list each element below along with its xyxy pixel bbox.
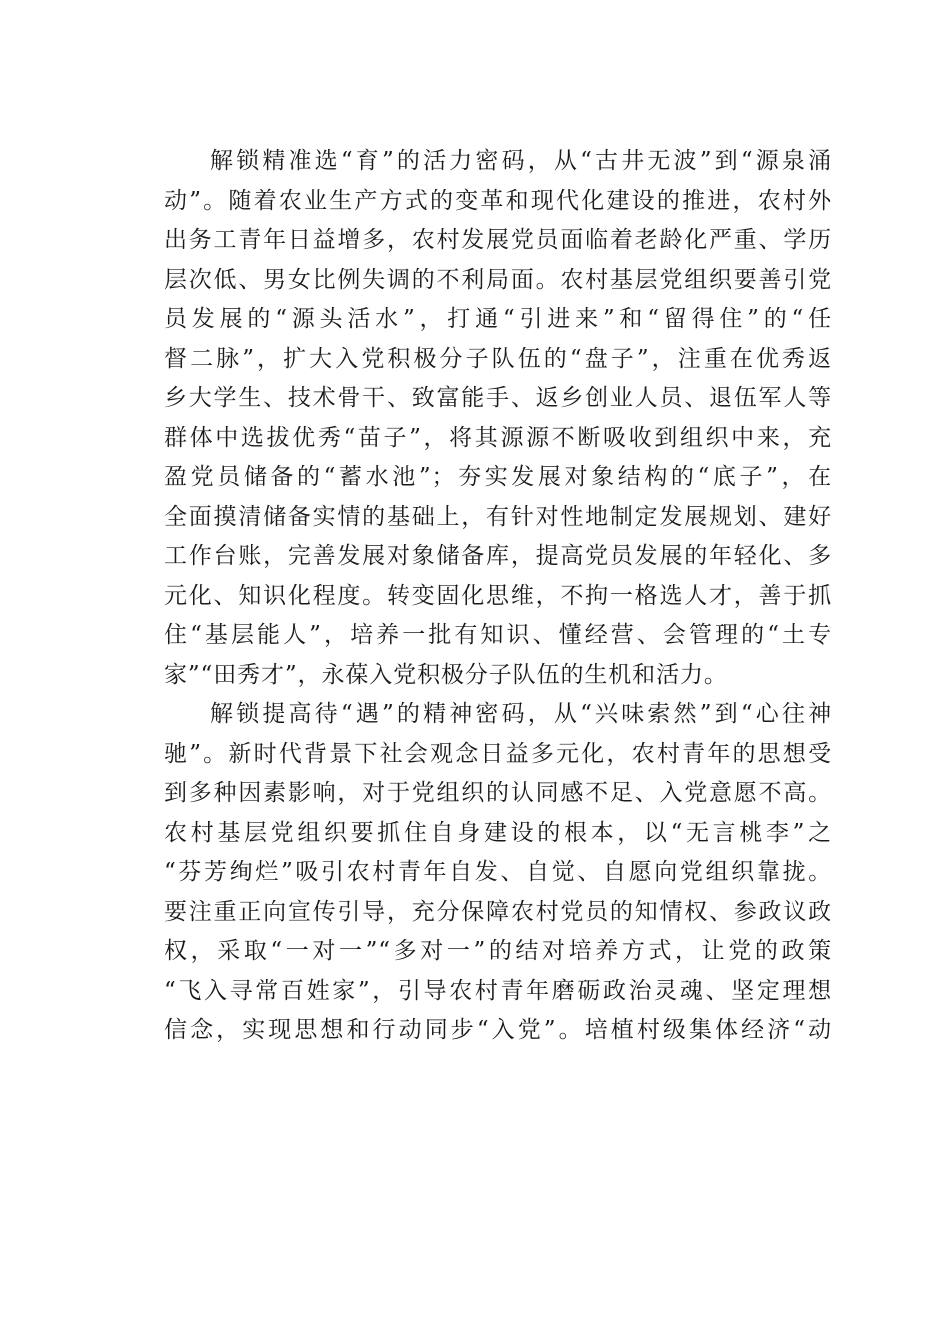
text-line: 权，采取“一对一”“多对一”的结对培养方式，让党的政策 (164, 938, 832, 964)
text-line: 工作台账，完善发展对象储备库，提高党员发展的年轻化、多 (164, 543, 832, 569)
text-line: 员发展的“源头活水”，打通“引进来”和“留得住”的“任 (164, 306, 832, 332)
text-line: 动”。随着农业生产方式的变革和现代化建设的推进，农村外 (164, 187, 832, 214)
text-line: 解锁提高待“遇”的精神密码，从“兴味索然”到“心往神 (210, 701, 832, 727)
text-line: “芬芳绚烂”吸引农村青年自发、自觉、自愿向党组织靠拢。 (164, 859, 832, 885)
text-line: 层次低、男女比例失调的不利局面。农村基层党组织要善引党 (164, 266, 832, 293)
text-line: 群体中选拔优秀“苗子”，将其源源不断吸收到组织中来，充 (164, 424, 832, 451)
text-line: 全面摸清储备实情的基础上，有针对性地制定发展规划、建好 (164, 503, 832, 530)
text-line: 解锁精准选“育”的活力密码，从“古井无波”到“源泉涌 (210, 148, 832, 174)
text-line: 农村基层党组织要抓住自身建设的根本，以“无言桃李”之 (164, 819, 832, 846)
document-body (118, 142, 832, 1051)
text-line: 元化、知识化程度。转变固化思维，不拘一格选人才，善于抓 (164, 582, 832, 609)
text-line: 到多种因素影响，对于党组织的认同感不足、入党意愿不高。 (164, 780, 832, 806)
paragraph-1 (118, 142, 832, 695)
text-line: 出务工青年日益增多，农村发展党员面临着老龄化严重、学历 (164, 227, 832, 253)
text-line: 乡大学生、技术骨干、致富能手、返乡创业人员、退伍军人等 (164, 385, 832, 411)
text-line: 信念，实现思想和行动同步“入党”。培植村级集体经济“动 (164, 1017, 832, 1043)
paragraph-2 (118, 695, 832, 1051)
text-line: 住“基层能人”，培养一批有知识、懂经营、会管理的“土专 (164, 622, 832, 648)
text-line: 家”“田秀才”，永葆入党积极分子队伍的生机和活力。 (164, 661, 728, 688)
text-line: 驰”。新时代背景下社会观念日益多元化，农村青年的思想受 (164, 740, 832, 767)
text-line: 督二脉”，扩大入党积极分子队伍的“盘子”，注重在优秀返 (164, 345, 832, 372)
text-line: “飞入寻常百姓家”，引导农村青年磨砺政治灵魂、坚定理想 (164, 977, 832, 1004)
text-line: 盈党员储备的“蓄水池”；夯实发展对象结构的“底子”，在 (164, 464, 832, 490)
text-line: 要注重正向宣传引导，充分保障农村党员的知情权、参政议政 (164, 898, 832, 925)
